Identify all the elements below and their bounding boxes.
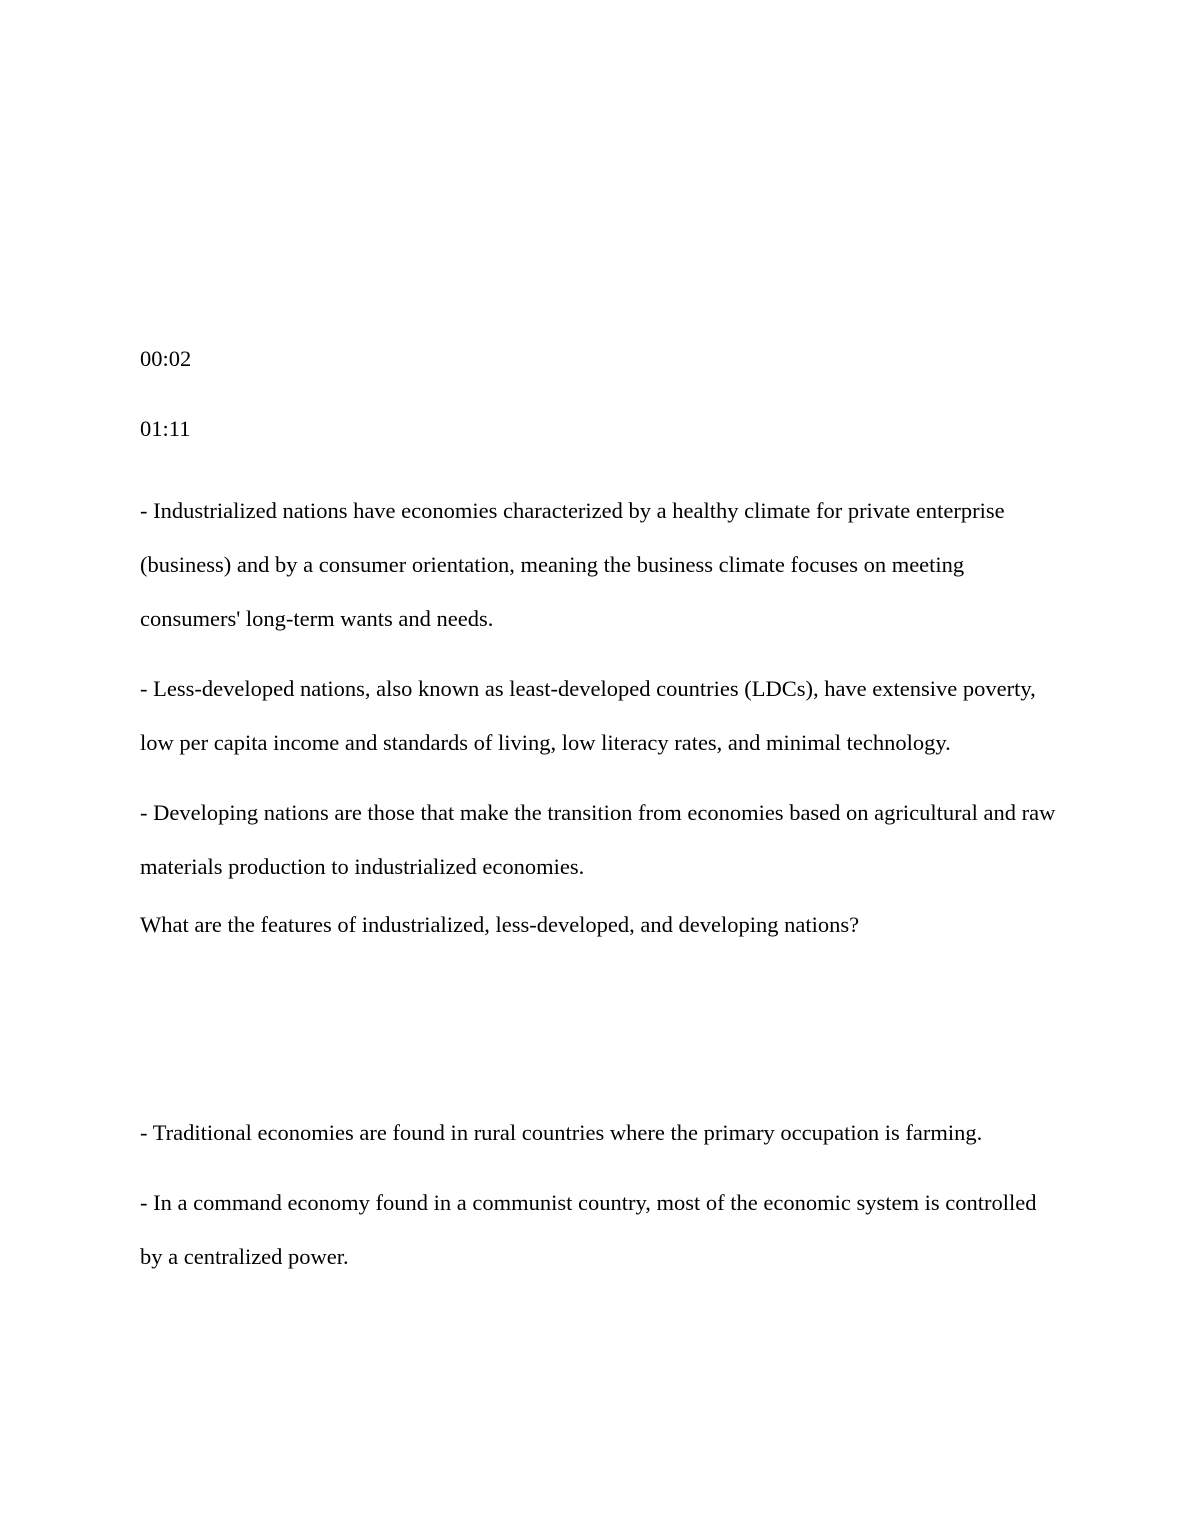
timestamp-start: 00:02: [140, 346, 192, 371]
paragraph-traditional: - Traditional economies are found in rural countries where the primary occupation is farming.: [140, 1120, 983, 1145]
question-heading: What are the features of industrialized, less-developed, and developing nations?: [140, 912, 860, 937]
timestamp-end: 01:11: [140, 416, 191, 441]
paragraph-command: - In a command economy found in a communist country, most of the economic system is controlled by a centralized power.: [140, 1190, 1037, 1269]
paragraph-developing: - Developing nations are those that make the transition from economies based on agricultural and raw materials production to industrialized economies.: [140, 800, 1056, 879]
paragraph-industrialized: - Industrialized nations have economies characterized by a healthy climate for private enterprise (business) and by a consumer orientation, meaning the business climate focuses on meeting consumers' long-term wants and needs.: [140, 498, 1005, 631]
document-body: [140, 344, 1060, 1284]
paragraph-less-developed: - Less-developed nations, also known as least-developed countries (LDCs), have extensive poverty, low per capita income and standards of living, low literacy rates, and minimal technology.: [140, 676, 1036, 755]
